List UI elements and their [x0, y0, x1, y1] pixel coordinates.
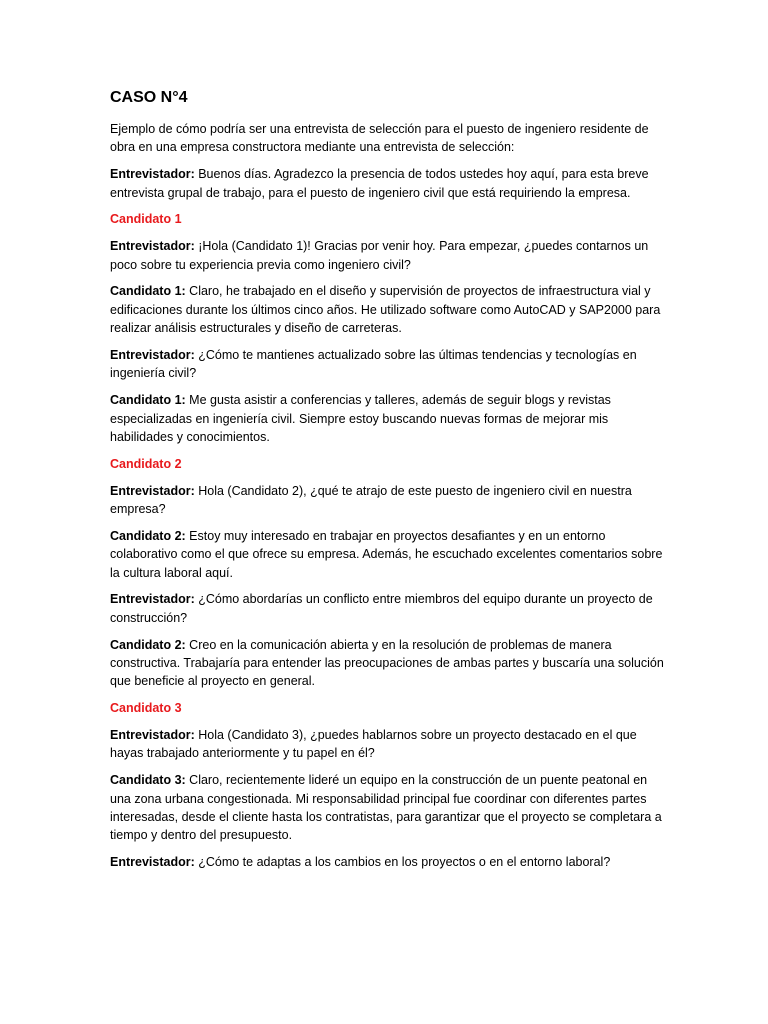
dialogue-text: ¡Hola (Candidato 1)! Gracias por venir hoy. Para empezar, ¿puedes contarnos un poco sobre tu experiencia previa como ingeniero civil? [110, 239, 649, 272]
dialogue-paragraph [110, 853, 668, 871]
speaker-label: Candidato 2: [110, 528, 186, 543]
dialogue-text: Claro, recientemente lideré un equipo en la construcción de un puente peatonal en una zona urbana congestionada. Mi responsabilidad principal fue coordinar con diferentes partes interesadas, desde el cliente hasta los contratistas, para garantizar que el proyecto se completara a tiempo y dentro del presupuesto. [110, 773, 662, 843]
document-title: CASO N°4 [110, 89, 188, 106]
dialogue-text: Claro, he trabajado en el diseño y supervisión de proyectos de infraestructura vial y edificaciones durante los últimos cinco años. He utilizado software como AutoCAD y SAP2000 para realizar análisis estructurales y diseño de carreteras. [110, 284, 661, 336]
speaker-label: Candidato 2: [110, 637, 186, 652]
candidate-3-heading: Candidato 3 [110, 701, 182, 716]
speaker-label: Candidato 1: [110, 393, 186, 408]
dialogue-text: Estoy muy interesado en trabajar en proyectos desafiantes y en un entorno colaborativo como el que ofrece su empresa. Además, he escuchado excelentes comentarios sobre la cultura laboral aquí. [110, 528, 663, 580]
dialogue-paragraph [110, 391, 668, 446]
dialogue-text: Creo en la comunicación abierta y en la resolución de problemas de manera constructiva. Trabajaría para entender las preocupaciones de ambas partes y buscaría una solución que beneficie al proyecto en general. [110, 637, 664, 689]
dialogue-text: ¿Cómo te adaptas a los cambios en los proyectos o en el entorno laboral? [194, 855, 611, 870]
dialogue-paragraph [110, 346, 668, 383]
speaker-label: Entrevistador: [110, 483, 195, 498]
dialogue-text: Hola (Candidato 3), ¿puedes hablarnos sobre un proyecto destacado en el que hayas trabajado anteriormente y tu papel en él? [110, 728, 637, 761]
speaker-label: Entrevistador: [110, 348, 195, 363]
candidate-2-heading: Candidato 2 [110, 456, 182, 471]
opening-paragraph [110, 165, 668, 202]
dialogue-paragraph [110, 771, 668, 845]
dialogue-paragraph [110, 237, 668, 274]
dialogue-paragraph [110, 636, 668, 691]
dialogue-text: Hola (Candidato 2), ¿qué te atrajo de este puesto de ingeniero civil en nuestra empresa? [110, 483, 632, 517]
candidate-1-heading: Candidato 1 [110, 212, 182, 227]
speaker-label: Entrevistador: [110, 728, 195, 743]
dialogue-text: ¿Cómo te mantienes actualizado sobre las últimas tendencias y tecnologías en ingeniería civil? [110, 348, 637, 381]
speaker-label: Candidato 3: [110, 773, 186, 788]
dialogue-paragraph [110, 282, 668, 337]
speaker-label: Entrevistador: [110, 167, 195, 182]
dialogue-paragraph [110, 590, 668, 627]
dialogue-paragraph [110, 482, 668, 519]
dialogue-text: Me gusta asistir a conferencias y talleres, además de seguir blogs y revistas especializadas en ingeniería civil. Siempre estoy buscando nuevas formas de mejorar mis habilidades y conocimientos. [110, 393, 611, 445]
dialogue-text: ¿Cómo abordarías un conflicto entre miembros del equipo durante un proyecto de construcción? [110, 592, 653, 625]
speaker-label: Candidato 1: [110, 284, 186, 299]
dialogue-paragraph [110, 527, 668, 582]
intro-paragraph: Ejemplo de cómo podría ser una entrevista de selección para el puesto de ingeniero residente de obra en una empresa constructora mediante una entrevista de selección: [110, 122, 649, 155]
dialogue-text: Buenos días. Agradezco la presencia de todos ustedes hoy aquí, para esta breve entrevista grupal de trabajo, para el puesto de ingeniero civil que está requiriendo la empresa. [110, 167, 649, 200]
speaker-label: Entrevistador: [110, 239, 195, 254]
speaker-label: Entrevistador: [110, 855, 195, 870]
speaker-label: Entrevistador: [110, 592, 195, 607]
dialogue-paragraph [110, 726, 668, 763]
